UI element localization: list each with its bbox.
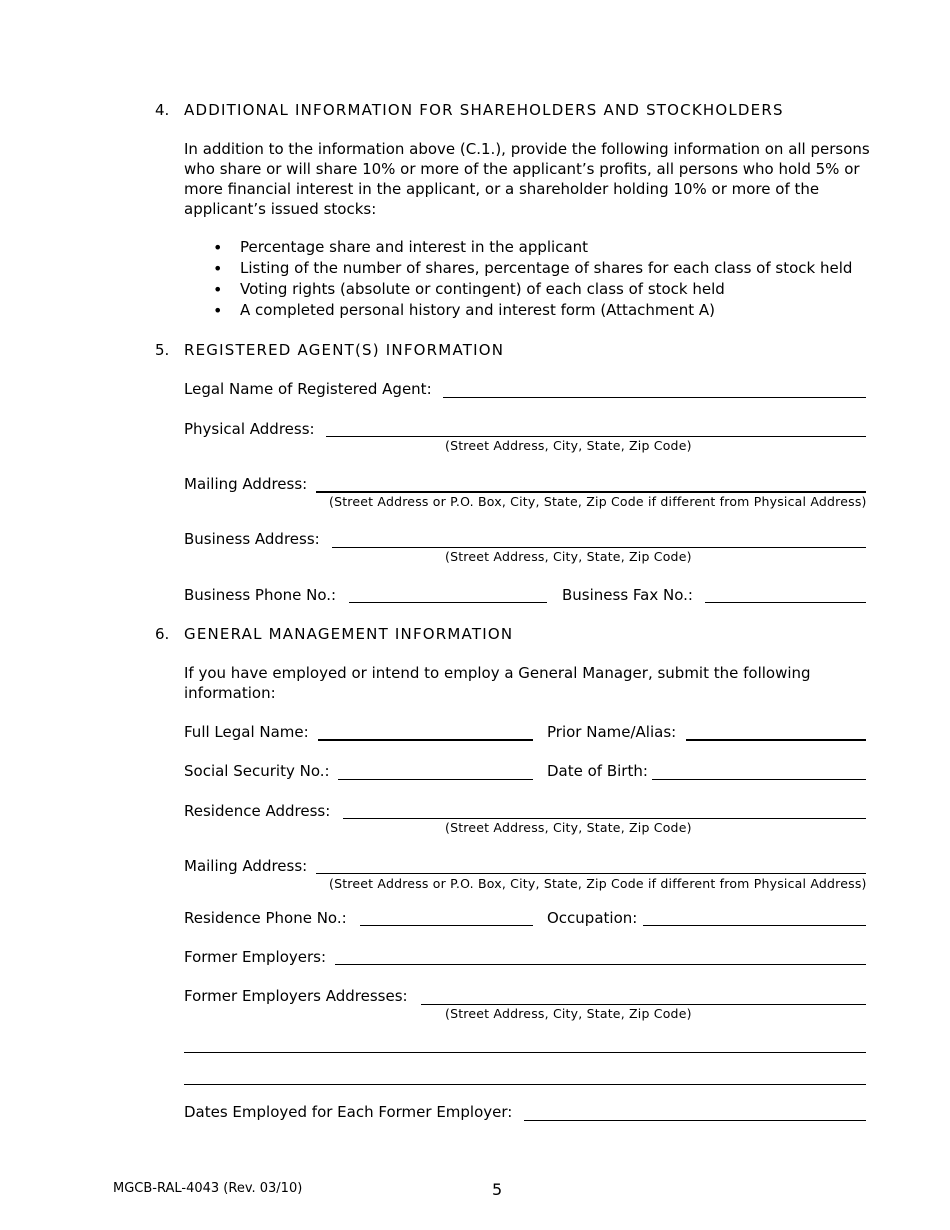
former-employers-addresses-line-3[interactable] xyxy=(184,1084,866,1085)
legal-name-field[interactable] xyxy=(443,397,866,398)
business-phone-field[interactable] xyxy=(349,602,547,603)
bullet-item: • Voting rights (absolute or contingent) of each class of stock held xyxy=(240,279,852,300)
former-employers-label: Former Employers: xyxy=(184,948,327,966)
residence-phone-label: Residence Phone No.: xyxy=(184,909,347,927)
mailing-address-field[interactable] xyxy=(316,491,866,493)
former-employers-addresses-label: Former Employers Addresses: xyxy=(184,987,408,1005)
residence-address-hint: (Street Address, City, State, Zip Code) xyxy=(445,820,692,835)
occupation-field[interactable] xyxy=(643,925,866,926)
ssn-label: Social Security No.: xyxy=(184,762,330,780)
legal-name-label: Legal Name of Registered Agent: xyxy=(184,380,432,398)
physical-address-label: Physical Address: xyxy=(184,420,315,438)
dob-field[interactable] xyxy=(652,779,866,780)
form-id: MGCB-RAL-4043 (Rev. 03/10) xyxy=(113,1181,303,1196)
former-employers-addresses-hint: (Street Address, City, State, Zip Code) xyxy=(445,1006,692,1021)
former-employers-addresses-line-2[interactable] xyxy=(184,1052,866,1053)
former-employers-field[interactable] xyxy=(335,964,866,965)
section-6-number: 6. xyxy=(155,625,170,643)
mailing-address-label: Mailing Address: xyxy=(184,475,308,493)
prior-name-field[interactable] xyxy=(686,739,866,741)
business-address-label: Business Address: xyxy=(184,530,320,548)
business-fax-label: Business Fax No.: xyxy=(562,586,693,604)
physical-address-hint: (Street Address, City, State, Zip Code) xyxy=(445,438,692,453)
bullet-item: • Listing of the number of shares, percentage of shares for each class of stock held xyxy=(240,258,852,279)
former-employers-addresses-field[interactable] xyxy=(421,1004,866,1005)
bullet-item: • A completed personal history and interest form (Attachment A) xyxy=(240,300,852,321)
section-4-heading: ADDITIONAL INFORMATION FOR SHAREHOLDERS AND STOCKHOLDERS xyxy=(184,101,784,119)
occupation-label: Occupation: xyxy=(547,909,638,927)
physical-address-field[interactable] xyxy=(326,436,866,437)
business-address-field[interactable] xyxy=(332,547,866,548)
business-fax-field[interactable] xyxy=(705,602,866,603)
residence-address-field[interactable] xyxy=(343,818,866,819)
section-4-intro: In addition to the information above (C.1.), provide the following information on all persons who share or will share 10% or more of the applicant’s profits, all persons who hold 5% or more financial interest in the applicant, or a shareholder holding 10% or more of the applicant’s issued stocks: xyxy=(184,140,870,218)
gm-mailing-address-label: Mailing Address: xyxy=(184,857,308,875)
dates-employed-label: Dates Employed for Each Former Employer: xyxy=(184,1103,513,1121)
prior-name-label: Prior Name/Alias: xyxy=(547,723,677,741)
section-6-heading: GENERAL MANAGEMENT INFORMATION xyxy=(184,625,514,643)
residence-phone-field[interactable] xyxy=(360,925,533,926)
dob-label: Date of Birth: xyxy=(547,762,648,780)
ssn-field[interactable] xyxy=(338,779,533,780)
full-legal-name-field[interactable] xyxy=(318,739,533,741)
full-legal-name-label: Full Legal Name: xyxy=(184,723,309,741)
bullet-item: • Percentage share and interest in the applicant xyxy=(240,237,852,258)
section-5-number: 5. xyxy=(155,341,170,359)
page-number: 5 xyxy=(492,1180,503,1199)
dates-employed-field[interactable] xyxy=(524,1120,866,1121)
mailing-address-hint: (Street Address or P.O. Box, City, State, Zip Code if different from Physical Address) xyxy=(329,494,867,509)
section-5-heading: REGISTERED AGENT(S) INFORMATION xyxy=(184,341,505,359)
section-4-number: 4. xyxy=(155,101,170,119)
gm-mailing-address-hint: (Street Address or P.O. Box, City, State, Zip Code if different from Physical Address) xyxy=(329,876,867,891)
gm-mailing-address-field[interactable] xyxy=(316,873,866,874)
business-address-hint: (Street Address, City, State, Zip Code) xyxy=(445,549,692,564)
section-4-bullet-list xyxy=(184,237,852,321)
residence-address-label: Residence Address: xyxy=(184,802,331,820)
section-6-intro: If you have employed or intend to employ a General Manager, submit the following information: xyxy=(184,664,811,702)
business-phone-label: Business Phone No.: xyxy=(184,586,337,604)
